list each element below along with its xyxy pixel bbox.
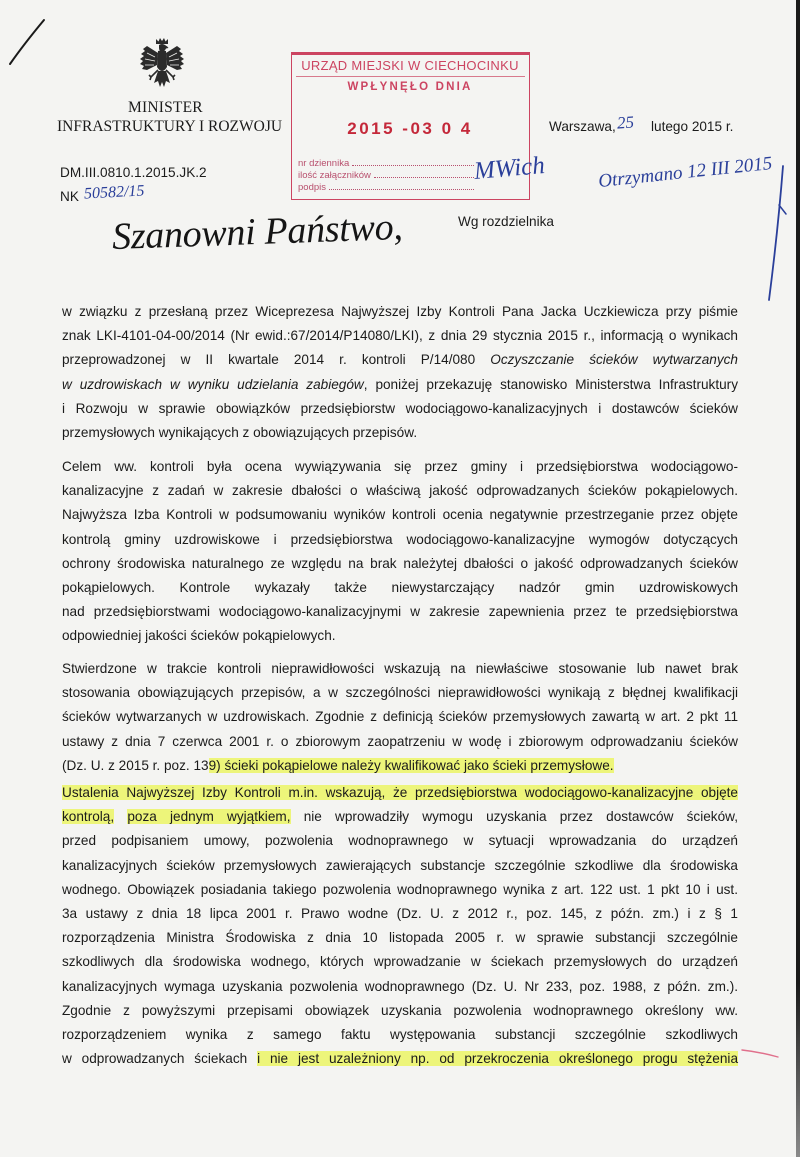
line-content	[62, 397, 738, 421]
line-content	[62, 805, 738, 829]
text-line	[62, 300, 738, 324]
stamp-field-attachments	[298, 169, 474, 181]
line-content	[62, 705, 738, 729]
line-content	[62, 348, 738, 372]
highlighted-text: Ustalenia Najwyższej Izby Kontroli m.in. wskazują, że przedsiębiorstwa wodociągowo-kanalizacyjne objęte	[62, 785, 738, 800]
line-content	[62, 503, 738, 527]
body-paragraph	[62, 781, 738, 1071]
highlighted-text: poza jednym wyjątkiem,	[127, 809, 291, 825]
pen-stroke-top-left	[10, 20, 44, 64]
line-content	[62, 421, 417, 445]
dotted-line	[374, 169, 474, 178]
text-line	[62, 1047, 738, 1071]
body-text: , poniżej przekazuję stanowisko Ministerstwa Infrastruktury	[363, 376, 738, 392]
line-content	[62, 975, 738, 999]
stamp-field-label: nr dziennika	[298, 158, 350, 169]
line-content	[62, 576, 738, 600]
pen-stroke-right	[769, 166, 783, 300]
body-text: kontrolą gminy uzdrowiskowe i przedsiębiorstwa wodociągowo-kanalizacyjne wymogów dotyczących	[62, 531, 738, 547]
body-text: odpowiedniej jakości ścieków pokąpielowych.	[62, 628, 336, 644]
body-text: w związku z przesłaną przez Wiceprezesa Najwyższej Izby Kontroli Pana Jacka Uczkiewicza przy piśmie	[62, 304, 738, 319]
line-content	[62, 300, 738, 324]
body-text: przeprowadzonej w II kwartale 2014 r. kontroli P/14/080	[62, 352, 491, 368]
body-text: w odprowadzanych ściekach	[62, 1051, 258, 1067]
addressee: Wg rozdzielnika	[458, 214, 554, 229]
text-line	[62, 975, 738, 999]
dotted-line	[329, 181, 474, 190]
handwritten-salutation: Szanowni Państwo,	[111, 205, 404, 259]
text-line	[62, 754, 738, 778]
month-year: lutego 2015 r.	[651, 119, 734, 134]
handwritten-nk-number: 50582/15	[83, 182, 145, 203]
line-content	[62, 1023, 738, 1047]
handwritten-received-note: Otrzymano 12 III 2015	[597, 152, 774, 193]
stamp-field-signature	[298, 181, 474, 193]
text-line	[62, 324, 738, 348]
ministry-title-line2: INFRASTRUKTURY I ROZWOJU	[57, 118, 283, 135]
text-line	[62, 479, 738, 503]
line-content	[62, 950, 738, 974]
line-content	[62, 854, 738, 878]
text-line	[62, 455, 738, 479]
body-text: rozporządzeniem wynika z samego faktu występowania substancji szczególnie szkodliwych	[62, 1026, 738, 1042]
text-line	[62, 600, 738, 624]
line-content	[62, 754, 614, 778]
stamp-date: 2015 -03 0 4	[347, 119, 473, 138]
body-text: (Dz. U. z 2015 r. poz. 13	[62, 757, 209, 773]
body-text: kanalizacyjnych ścieków przemysłowych zawierających substancje szczególnie szkodliwe dla środowiska	[62, 857, 738, 873]
text-line	[62, 705, 738, 729]
line-content	[62, 455, 738, 479]
body-text: ochrony środowiska naturalnego ze względu na brak należytej dbałości o jakość odprowadzanych ścieków	[62, 555, 738, 571]
text-line	[62, 1023, 738, 1047]
text-line	[62, 552, 738, 576]
text-line	[62, 730, 738, 754]
body-text: szkodliwych dla środowiska wodnego, których wprowadzanie w ściekach przemysłowych do urządzeń	[62, 954, 738, 970]
dotted-line	[352, 157, 474, 166]
body-paragraph	[62, 300, 738, 445]
body-text: wodnego. Obowiązek posiadania takiego pozwolenia wodnoprawnego wynika z art. 122 ust. 1 pkt 10 i ust.	[62, 881, 738, 897]
stamp-divider	[296, 76, 525, 77]
text-line	[62, 348, 738, 372]
stamp-field-register	[298, 157, 474, 169]
place: Warszawa,	[549, 119, 616, 134]
line-content	[62, 829, 738, 853]
body-text: znak LKI-4101-04-00/2014 (Nr ewid.:67/2014/P14080/LKI), z dnia 29 stycznia 2015 r., informacją o wynikach	[62, 328, 738, 344]
body-paragraph	[62, 455, 738, 649]
body-text: nie wprowadziły wymogu uzyskania przez dostawców ścieków,	[290, 809, 738, 825]
handwritten-day: 25	[616, 112, 635, 133]
body-text: Stwierdzone w trakcie kontroli nieprawidłowości wskazują na niewłaściwe stosowanie lub nawet brak	[62, 661, 738, 676]
nk-label: NK	[60, 189, 79, 204]
line-content	[62, 600, 738, 624]
highlighted-text: 9) ścieki pokąpielowe należy kwalifikować jako ścieki przemysłowe.	[208, 757, 614, 773]
line-content	[62, 657, 738, 681]
reference-sign: DM.III.0810.1.2015.JK.2	[60, 165, 207, 180]
text-line	[62, 576, 738, 600]
line-content	[62, 926, 738, 950]
line-content	[62, 1047, 738, 1071]
line-content	[62, 373, 738, 397]
body-text	[114, 809, 127, 824]
stamp-received-label: WPŁYNĘŁO DNIA	[347, 81, 473, 93]
stamp-fields	[298, 157, 474, 193]
pen-stroke-right-tick	[779, 205, 786, 214]
line-content	[62, 552, 738, 576]
text-line	[62, 657, 738, 681]
body-text: rozporządzenia Ministra Środowiska z dnia 10 listopada 2005 r. w sprawie substancji szczególnie	[62, 930, 738, 946]
handwritten-initials: MWich	[472, 151, 546, 186]
text-line	[62, 805, 738, 829]
line-content	[62, 730, 738, 754]
text-line	[62, 781, 738, 805]
body-text: pokąpielowych. Kontrole wykazały także niewystarczający nadzór gmin uzdrowiskowych	[62, 579, 738, 595]
highlighted-text: kontrolą,	[62, 809, 115, 825]
stamp-field-label: ilość załączników	[298, 170, 371, 181]
text-line	[62, 878, 738, 902]
text-line	[62, 624, 738, 648]
text-line	[62, 373, 738, 397]
line-content	[62, 324, 738, 348]
body-text: ustawy z dnia 7 czerwca 2001 r. o zbiorowym zaopatrzeniu w wodę i zbiorowym odprowadzaniu ścieków	[62, 733, 738, 749]
text-line	[62, 829, 738, 853]
body-text: przemysłowych wynikających z obowiązujących przepisów.	[62, 424, 418, 440]
scan-edge	[796, 0, 800, 1157]
pen-stroke-pink	[742, 1050, 778, 1057]
line-content	[62, 528, 738, 552]
text-line	[62, 926, 738, 950]
text-line	[62, 999, 738, 1023]
body-text: Najwyższa Izba Kontroli w podsumowaniu wyników kontroli ocenia negatywnie przestrzeganie przez objęte	[62, 507, 738, 523]
body-text: 3a ustawy z dnia 18 lipca 2001 r. Prawo wodne (Dz. U. z 2012 r., poz. 145, z późn. zm.) i z § 1	[62, 905, 738, 921]
stamp-office-name: URZĄD MIEJSKI W CIECHOCINKU	[301, 58, 519, 73]
text-line	[62, 681, 738, 705]
body-text: przed podpisaniem umowy, pozwolenia wodnoprawnego w sytuacji wprowadzania do urządzeń	[62, 833, 738, 849]
text-line	[62, 950, 738, 974]
body-text: kanalizacyjnych wymaga uzyskania pozwolenia wodnoprawnego (Dz. U. Nr 233, poz. 1988, z późn. zm.).	[62, 978, 738, 994]
text-line	[62, 421, 738, 445]
body-text: i Rozwoju w sprawie obowiązków przedsiębiorstw wodociągowo-kanalizacyjnych i dostawców ścieków	[62, 400, 738, 416]
text-line	[62, 854, 738, 878]
italic-text: w uzdrowiskach w wyniku udzielania zabiegów	[62, 376, 364, 392]
text-line	[62, 503, 738, 527]
line-content	[62, 479, 738, 503]
body-text: nad przedsiębiorstwami wodociągowo-kanalizacyjnymi w zakresie zapewnienia przez te przedsiębiorstwa	[62, 604, 738, 620]
line-content	[62, 999, 738, 1023]
body-paragraph	[62, 657, 738, 778]
line-content	[62, 878, 738, 902]
body-text: Celem ww. kontroli była ocena wywiązywania się przez gminy i przedsiębiorstwa wodociągowo-	[62, 459, 738, 474]
body-text: Zgodnie z powyższymi przepisami obowiązek uzyskania pozwolenia wodnoprawnego określony ww.	[62, 1002, 738, 1018]
line-content	[62, 902, 738, 926]
line-content	[62, 681, 738, 705]
ministry-title-line1: MINISTER	[128, 99, 203, 116]
highlighted-text: i nie jest uzależniony np. od przekroczenia określonego progu stężenia	[257, 1051, 738, 1067]
body-text: ścieków wytwarzanych w uzdrowiskach. Zgodnie z definicją ścieków przemysłowych zawartą w art. 2 pkt 11	[62, 709, 738, 725]
text-line	[62, 528, 738, 552]
body-text: kanalizacyjne z zadań w zakresie dbałości o właściwą jakość odprowadzanych ścieków pokąpielowych.	[62, 483, 738, 499]
eagle-emblem-icon	[139, 37, 185, 97]
stamp-field-label: podpis	[298, 182, 326, 193]
italic-text: Oczyszczanie ścieków wytwarzanych	[490, 352, 738, 368]
text-line	[62, 397, 738, 421]
body-text: stosowania obowiązujących przepisów, a w szczególności nieprawidłowości wynikają z błędnej kwalifikacji	[62, 685, 738, 701]
text-line	[62, 902, 738, 926]
line-content	[62, 624, 336, 648]
line-content	[62, 781, 738, 805]
